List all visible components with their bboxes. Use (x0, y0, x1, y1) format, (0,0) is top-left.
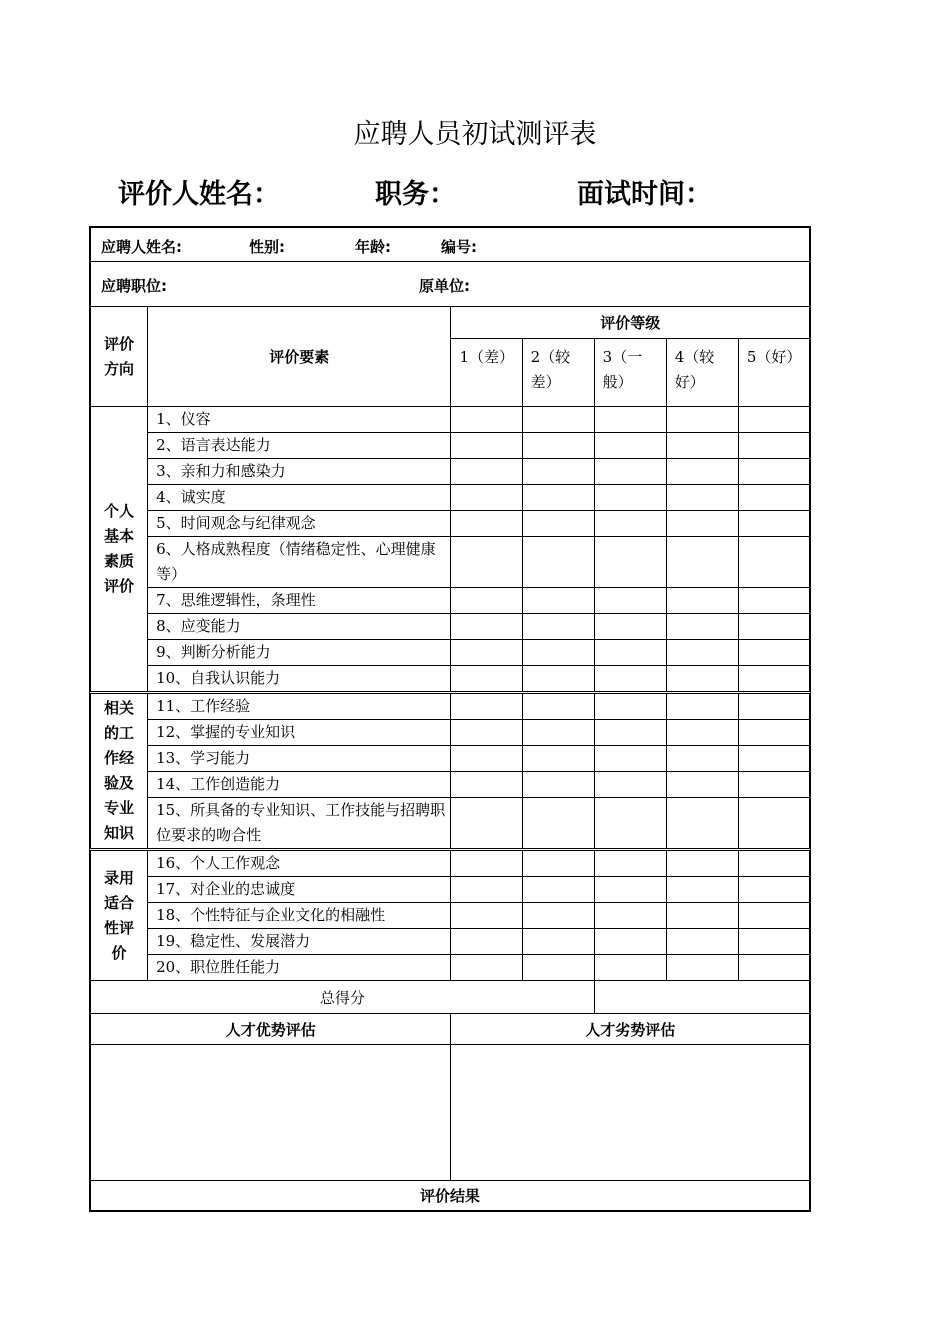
score-cell[interactable] (522, 407, 594, 433)
criterion-label: 20、职位胜任能力 (148, 955, 451, 981)
score-cell[interactable] (451, 614, 522, 640)
weaknesses-header: 人才劣势评估 (451, 1014, 810, 1045)
score-cell[interactable] (666, 903, 738, 929)
criterion-label: 8、应变能力 (148, 614, 451, 640)
table-row (91, 537, 810, 588)
direction-2: 相关的工作经验及专业知识 (91, 693, 148, 850)
table-row (91, 588, 810, 614)
table-row (91, 850, 810, 877)
score-cell[interactable] (594, 955, 666, 981)
score-cell[interactable] (594, 746, 666, 772)
score-cell[interactable] (666, 746, 738, 772)
score-cell[interactable] (451, 640, 522, 666)
score-cell[interactable] (522, 433, 594, 459)
criterion-label: 2、语言表达能力 (148, 433, 451, 459)
score-cell[interactable] (522, 666, 594, 693)
score-cell[interactable] (666, 955, 738, 981)
applicant-job-row (91, 262, 810, 307)
score-cell[interactable] (594, 459, 666, 485)
criterion-label: 6、人格成熟程度（情绪稳定性、心理健康等） (148, 537, 451, 588)
score-cell[interactable] (451, 693, 522, 720)
score-cell[interactable] (738, 720, 809, 746)
table-row (91, 666, 810, 693)
grade-header: 评价等级 (451, 307, 810, 339)
score-cell[interactable] (451, 955, 522, 981)
table-row (91, 459, 810, 485)
score-cell[interactable] (451, 537, 522, 588)
score-cell[interactable] (738, 614, 809, 640)
score-cell[interactable] (594, 407, 666, 433)
grade-option-2: 2（较差） (522, 339, 594, 407)
score-cell[interactable] (522, 537, 594, 588)
table-row (91, 640, 810, 666)
strengths-header: 人才优势评估 (91, 1014, 451, 1045)
score-cell[interactable] (738, 877, 809, 903)
score-cell[interactable] (594, 433, 666, 459)
score-cell[interactable] (522, 955, 594, 981)
score-cell[interactable] (738, 850, 809, 877)
criterion-label: 7、思维逻辑性，条理性 (148, 588, 451, 614)
score-cell[interactable] (738, 407, 809, 433)
table-row (91, 433, 810, 459)
weaknesses-field[interactable] (451, 1045, 810, 1181)
table-row (91, 511, 810, 537)
table-row (91, 903, 810, 929)
interview-time-label: 面试时间： (577, 179, 712, 210)
criterion-label: 13、学习能力 (148, 746, 451, 772)
score-cell[interactable] (522, 693, 594, 720)
score-cell[interactable] (594, 614, 666, 640)
score-cell[interactable] (594, 511, 666, 537)
score-cell[interactable] (522, 798, 594, 850)
score-cell[interactable] (522, 511, 594, 537)
score-cell[interactable] (666, 666, 738, 693)
criterion-label: 15、所具备的专业知识、工作技能与招聘职位要求的吻合性 (148, 798, 451, 850)
criterion-label: 18、个性特征与企业文化的相融性 (148, 903, 451, 929)
score-cell[interactable] (666, 877, 738, 903)
score-cell[interactable] (451, 877, 522, 903)
score-cell[interactable] (594, 798, 666, 850)
evaluation-form (89, 226, 811, 1212)
score-cell[interactable] (522, 746, 594, 772)
score-cell[interactable] (522, 877, 594, 903)
total-score-value[interactable] (594, 981, 809, 1014)
age-label: 年龄: (355, 238, 391, 256)
score-cell[interactable] (594, 929, 666, 955)
score-cell[interactable] (666, 485, 738, 511)
table-row (91, 614, 810, 640)
criterion-label: 9、判断分析能力 (148, 640, 451, 666)
score-cell[interactable] (738, 929, 809, 955)
score-cell[interactable] (666, 614, 738, 640)
score-cell[interactable] (451, 850, 522, 877)
score-cell[interactable] (666, 720, 738, 746)
criterion-label: 11、工作经验 (148, 693, 451, 720)
score-cell[interactable] (522, 772, 594, 798)
score-cell[interactable] (738, 746, 809, 772)
direction-header: 评价方向 (91, 307, 148, 407)
score-cell[interactable] (594, 485, 666, 511)
score-cell[interactable] (522, 485, 594, 511)
direction-1: 个人基本素质评价 (91, 407, 148, 693)
score-cell[interactable] (451, 407, 522, 433)
score-cell[interactable] (522, 903, 594, 929)
score-cell[interactable] (666, 640, 738, 666)
score-cell[interactable] (666, 459, 738, 485)
table-row (91, 877, 810, 903)
score-cell[interactable] (594, 693, 666, 720)
score-cell[interactable] (451, 588, 522, 614)
elements-header: 评价要素 (148, 307, 451, 407)
criterion-label: 4、诚实度 (148, 485, 451, 511)
score-cell[interactable] (594, 666, 666, 693)
result-header: 评价结果 (91, 1181, 810, 1211)
score-cell[interactable] (666, 772, 738, 798)
score-cell[interactable] (666, 407, 738, 433)
table-row (91, 746, 810, 772)
score-cell[interactable] (451, 433, 522, 459)
score-cell[interactable] (594, 850, 666, 877)
former-unit-label: 原单位: (419, 277, 470, 295)
score-cell[interactable] (738, 955, 809, 981)
criterion-label: 1、仪容 (148, 407, 451, 433)
direction-3: 录用适合性评价 (91, 850, 148, 981)
score-cell[interactable] (522, 850, 594, 877)
criterion-label: 19、稳定性、发展潜力 (148, 929, 451, 955)
score-cell[interactable] (666, 798, 738, 850)
score-cell[interactable] (666, 588, 738, 614)
evaluator-name-label: 评价人姓名： (118, 179, 280, 210)
criterion-label: 14、工作创造能力 (148, 772, 451, 798)
score-cell[interactable] (451, 772, 522, 798)
applicant-info-row (91, 228, 810, 262)
grade-option-3: 3（一般） (594, 339, 666, 407)
table-row (91, 929, 810, 955)
score-cell[interactable] (594, 640, 666, 666)
score-cell[interactable] (451, 459, 522, 485)
score-cell[interactable] (522, 929, 594, 955)
grade-option-5: 5（好） (738, 339, 809, 407)
score-cell[interactable] (738, 459, 809, 485)
total-score-label: 总得分 (91, 981, 595, 1014)
score-cell[interactable] (594, 537, 666, 588)
score-cell[interactable] (522, 614, 594, 640)
score-cell[interactable] (451, 798, 522, 850)
score-cell[interactable] (451, 903, 522, 929)
grade-option-4: 4（较好） (666, 339, 738, 407)
score-cell[interactable] (738, 772, 809, 798)
position-label: 职务： (375, 179, 456, 210)
score-cell[interactable] (666, 850, 738, 877)
score-cell[interactable] (594, 720, 666, 746)
table-row (91, 720, 810, 746)
gender-label: 性别: (249, 238, 285, 256)
score-cell[interactable] (738, 588, 809, 614)
strengths-field[interactable] (91, 1045, 451, 1181)
score-cell[interactable] (666, 433, 738, 459)
score-cell[interactable] (738, 433, 809, 459)
score-cell[interactable] (738, 640, 809, 666)
table-row (91, 955, 810, 981)
table-row (91, 485, 810, 511)
number-label: 编号: (441, 238, 477, 256)
score-cell[interactable] (522, 588, 594, 614)
score-cell[interactable] (451, 511, 522, 537)
score-cell[interactable] (738, 693, 809, 720)
criterion-label: 10、自我认识能力 (148, 666, 451, 693)
score-cell[interactable] (738, 485, 809, 511)
score-cell[interactable] (522, 720, 594, 746)
job-label: 应聘职位: (101, 277, 167, 295)
score-cell[interactable] (666, 537, 738, 588)
table-row (91, 772, 810, 798)
score-cell[interactable] (451, 720, 522, 746)
table-row (91, 693, 810, 720)
score-cell[interactable] (594, 877, 666, 903)
score-cell[interactable] (451, 485, 522, 511)
criterion-label: 12、掌握的专业知识 (148, 720, 451, 746)
score-cell[interactable] (522, 640, 594, 666)
score-cell[interactable] (738, 537, 809, 588)
score-cell[interactable] (666, 511, 738, 537)
criterion-label: 16、个人工作观念 (148, 850, 451, 877)
score-cell[interactable] (451, 929, 522, 955)
score-cell[interactable] (738, 511, 809, 537)
score-cell[interactable] (738, 666, 809, 693)
criterion-label: 5、时间观念与纪律观念 (148, 511, 451, 537)
applicant-name-label: 应聘人姓名: (101, 238, 182, 256)
table-row (91, 407, 810, 433)
score-cell[interactable] (666, 693, 738, 720)
criterion-label: 17、对企业的忠诚度 (148, 877, 451, 903)
form-title: 应聘人员初试测评表 (353, 119, 597, 150)
score-cell[interactable] (738, 798, 809, 850)
table-row (91, 798, 810, 850)
grade-option-1: 1（差） (451, 339, 522, 407)
score-cell[interactable] (594, 903, 666, 929)
score-cell[interactable] (738, 903, 809, 929)
criterion-label: 3、亲和力和感染力 (148, 459, 451, 485)
score-cell[interactable] (522, 459, 594, 485)
score-cell[interactable] (594, 772, 666, 798)
score-cell[interactable] (666, 929, 738, 955)
score-cell[interactable] (451, 666, 522, 693)
score-cell[interactable] (451, 746, 522, 772)
score-cell[interactable] (594, 588, 666, 614)
